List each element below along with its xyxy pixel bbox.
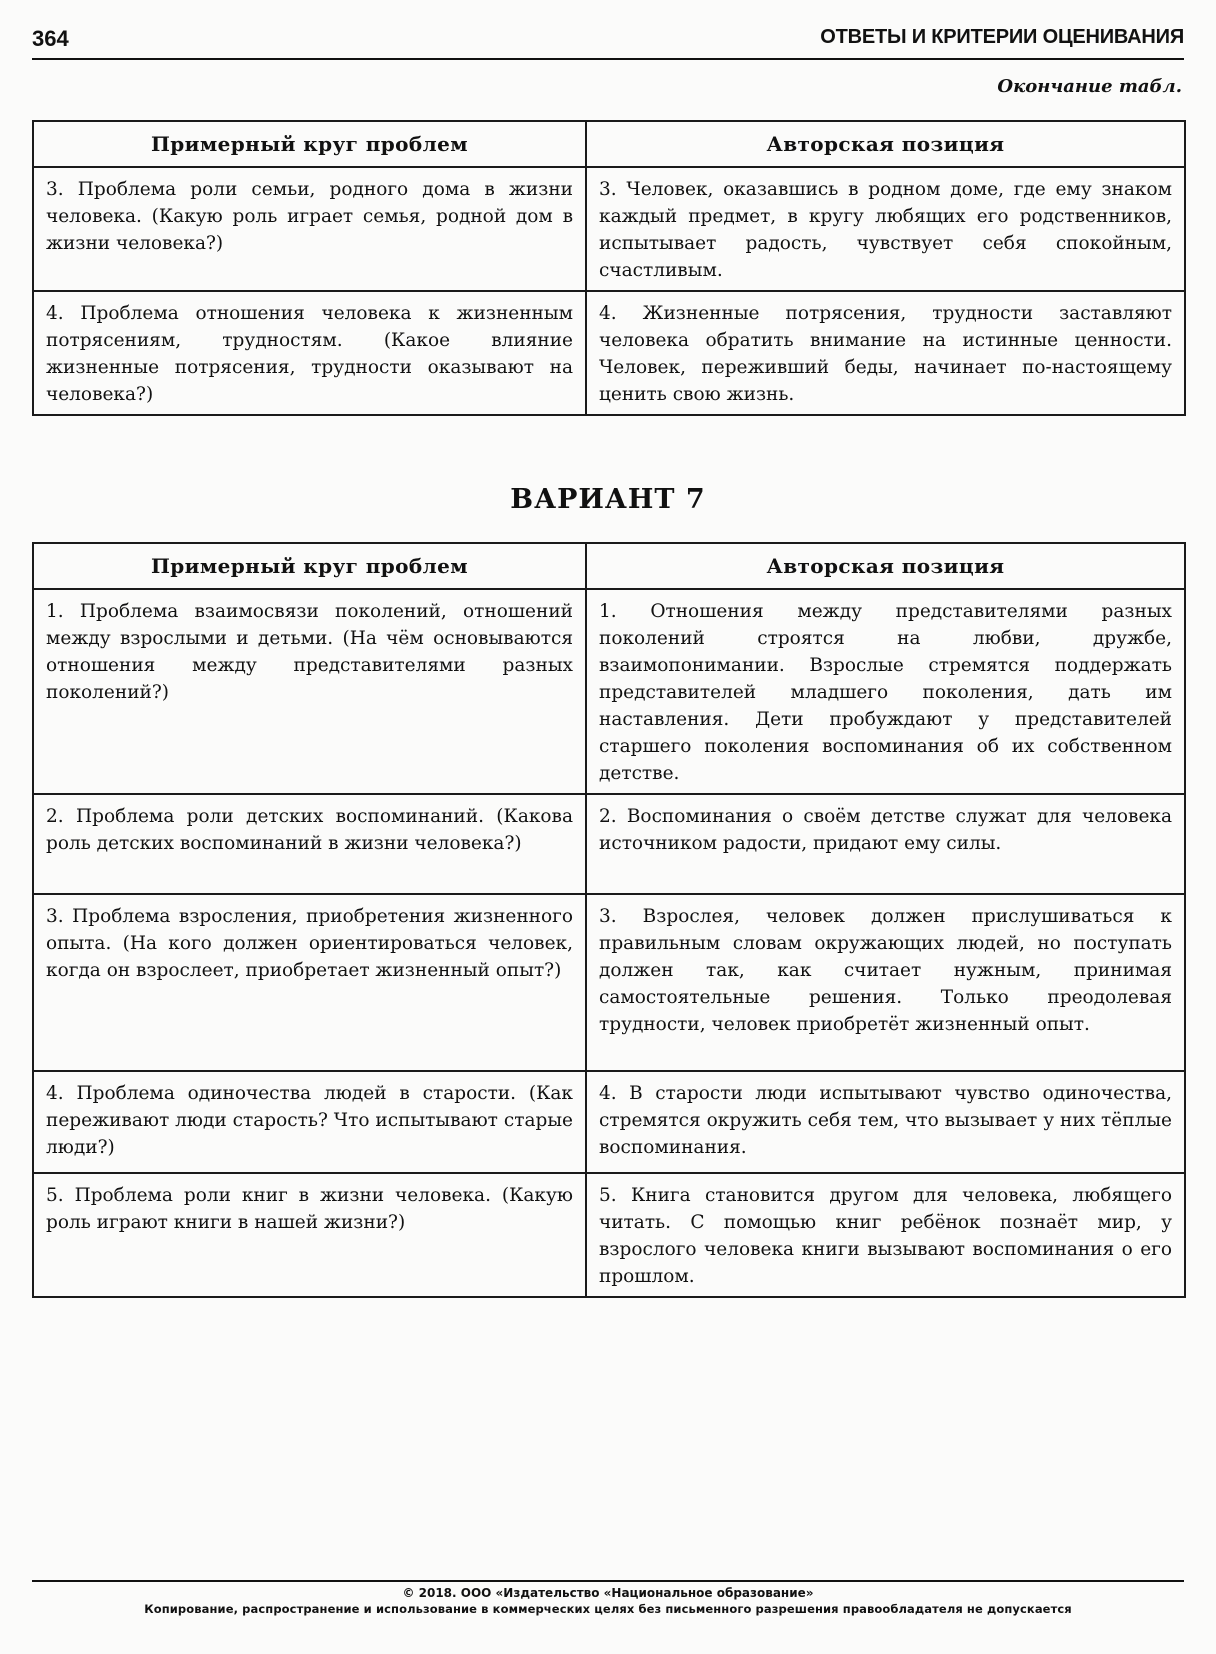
running-header (32, 22, 1184, 60)
table-row (33, 589, 1185, 794)
problem-cell: 1. Проблема взаимосвязи поколений, отношений между взрослыми и детьми. (На чём основываются отношения между представителями разных поколений?) (33, 589, 586, 794)
table-row (33, 894, 1185, 1071)
problem-cell: 4. Проблема одиночества людей в старости. (Как переживают люди старость? Что испытывают старые люди?) (33, 1071, 586, 1173)
author-position-cell: 2. Воспоминания о своём детстве служат для человека источником радости, придают ему силы. (586, 794, 1185, 894)
problem-cell: 3. Проблема роли семьи, родного дома в жизни человека. (Какую роль играет семья, родной дом в жизни человека?) (33, 167, 586, 291)
column-header-author-position: Авторская позиция (586, 543, 1185, 589)
author-position-cell: 4. Жизненные потрясения, трудности заставляют человека обратить внимание на истинные ценности. Человек, переживший беды, начинает по-настоящему ценить свою жизнь. (586, 291, 1185, 415)
answers-table-continued (32, 120, 1186, 416)
page-number: 364 (32, 26, 69, 51)
table-continuation-label: Окончание табл. (997, 76, 1182, 97)
answers-table-variant-7 (32, 542, 1186, 1298)
problem-cell: 3. Проблема взросления, приобретения жизненного опыта. (На кого должен ориентироваться человек, когда он взрослеет, приобретает жизненный опыт?) (33, 894, 586, 1071)
column-header-problems: Примерный круг проблем (33, 121, 586, 167)
problem-cell: 2. Проблема роли детских воспоминаний. (Какова роль детских воспоминаний в жизни человека?) (33, 794, 586, 894)
author-position-cell: 4. В старости люди испытывают чувство одиночества, стремятся окружить себя тем, что вызывает у них тёплые воспоминания. (586, 1071, 1185, 1173)
problem-cell: 4. Проблема отношения человека к жизненным потрясениям, трудностям. (Какое влияние жизненные потрясения, трудности оказывают на человека?) (33, 291, 586, 415)
footer-copyright: © 2018. ООО «Издательство «Национальное образование» (402, 1586, 814, 1600)
author-position-cell: 3. Взрослея, человек должен прислушиваться к правильным словам окружающих людей, но поступать должен так, как считает нужным, принимая самостоятельные решения. Только преодолевая трудности, человек приобретёт жизненный опыт. (586, 894, 1185, 1071)
column-header-problems: Примерный круг проблем (33, 543, 586, 589)
footer-copyright-notice: Копирование, распространение и использование в коммерческих целях без письменного разрешения правообладателя не допускается (144, 1602, 1072, 1616)
table-row (33, 1071, 1185, 1173)
problem-cell: 5. Проблема роли книг в жизни человека. (Какую роль играют книги в нашей жизни?) (33, 1173, 586, 1297)
table-row (33, 167, 1185, 291)
book-page (32, 0, 1184, 1654)
variant-heading: ВАРИАНТ 7 (510, 484, 706, 515)
author-position-cell: 5. Книга становится другом для человека, любящего читать. С помощью книг ребёнок познаёт мир, у взрослого человека книги вызывают воспоминания о его прошлом. (586, 1173, 1185, 1297)
table-row (33, 291, 1185, 415)
table-header-row (33, 543, 1185, 589)
section-title: ОТВЕТЫ И КРИТЕРИИ ОЦЕНИВАНИЯ (820, 26, 1184, 48)
page-footer (32, 1580, 1184, 1616)
author-position-cell: 3. Человек, оказавшись в родном доме, где ему знаком каждый предмет, в кругу любящих его родственников, испытывает радость, чувствует себя спокойным, счастливым. (586, 167, 1185, 291)
table-header-row (33, 121, 1185, 167)
table-row (33, 794, 1185, 894)
table-row (33, 1173, 1185, 1297)
author-position-cell: 1. Отношения между представителями разных поколений строятся на любви, дружбе, взаимопонимании. Взрослые стремятся поддержать представителей младшего поколения, дать им наставления. Дети пробуждают у представителей старшего поколения воспоминания об их собственном детстве. (586, 589, 1185, 794)
column-header-author-position: Авторская позиция (586, 121, 1185, 167)
